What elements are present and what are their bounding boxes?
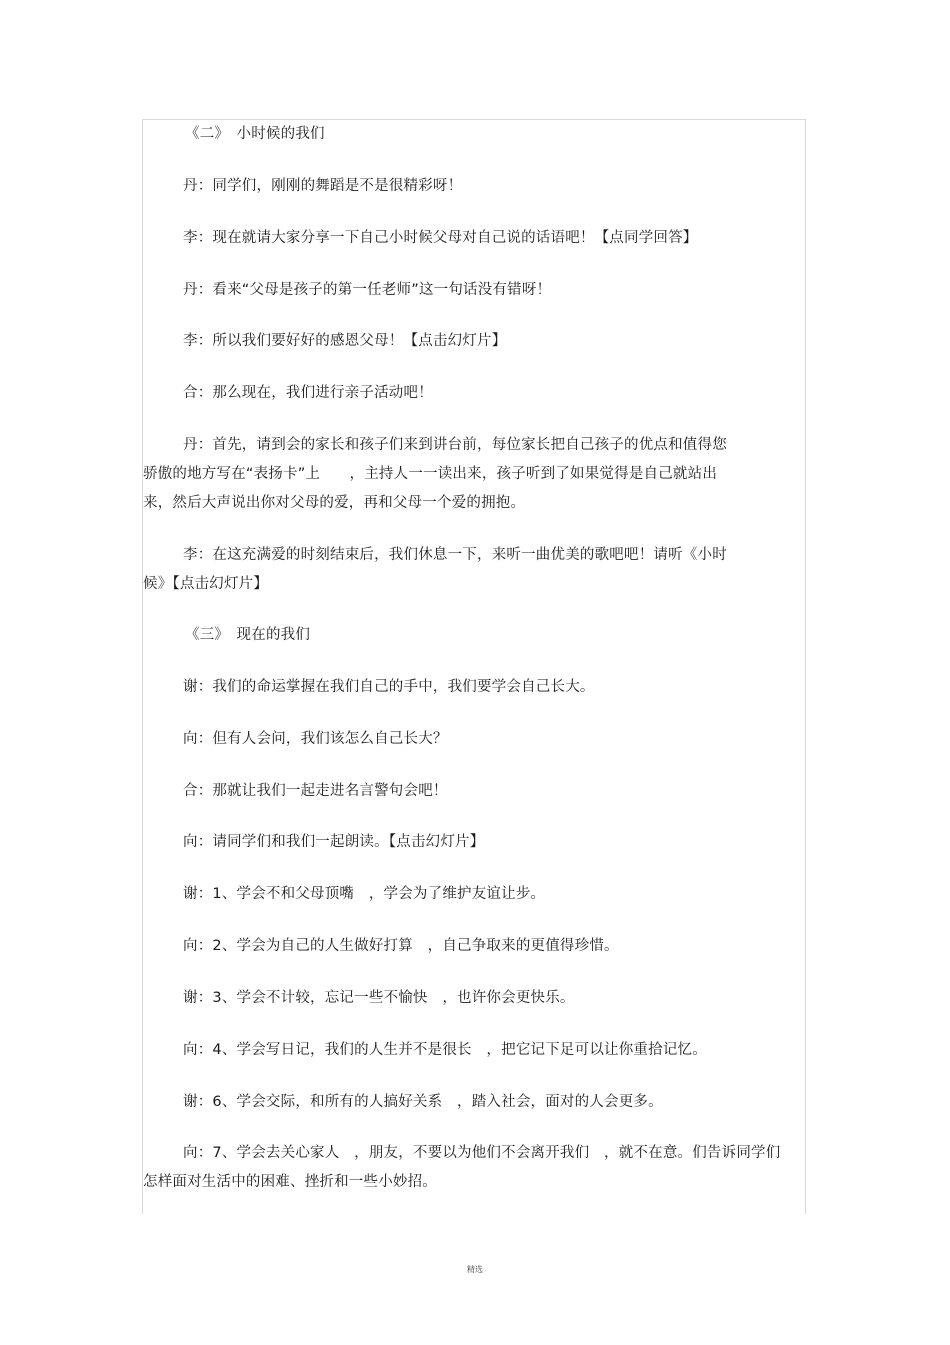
paragraph-line: 谢：我们的命运掌握在我们自己的手中，我们要学会自己长大。 xyxy=(183,679,595,695)
paragraph-line: 谢：3、学会不计较，忘记一些不愉快 ，也许你会更快乐。 xyxy=(183,990,575,1006)
paragraph-line: 李：现在就请大家分享一下自己小时候父母对自己说的话语吧！【点同学回答】 xyxy=(183,230,698,246)
paragraph-line: 李：所以我们要好好的感恩父母！【点击幻灯片】 xyxy=(183,333,507,349)
paragraph-line: 合：那就让我们一起走进名言警句会吧！ xyxy=(183,783,448,799)
paragraph-line: 合：那么现在，我们进行亲子活动吧！ xyxy=(183,385,433,401)
paragraph-line: 丹：首先，请到会的家长和孩子们来到讲台前，每位家长把自己孩子的优点和值得您 xyxy=(183,437,727,453)
paragraph-line: 向：2、学会为自己的人生做好打算 ，自己争取来的更值得珍惜。 xyxy=(183,938,619,954)
paragraph-line: 向：请同学们和我们一起朗读。【点击幻灯片】 xyxy=(183,834,485,850)
paragraph-line: 骄傲的地方写在“表扬卡”上 ，主持人一一读出来，孩子听到了如果觉得是自己就站出 xyxy=(143,466,718,482)
section-heading-two: 《二》 小时候的我们 xyxy=(185,126,325,142)
paragraph-line: 丹：同学们，刚刚的舞蹈是不是很精彩呀！ xyxy=(183,178,463,194)
paragraph-line: 谢：1、学会不和父母顶嘴 ，学会为了维护友谊让步。 xyxy=(183,886,546,902)
paragraph-line: 李：在这充满爱的时刻结束后，我们休息一下，来听一曲优美的歌吧吧！请听《小时 xyxy=(183,547,727,563)
page-footer: 精选 xyxy=(467,1265,483,1274)
paragraph-line: 候》【点击幻灯片】 xyxy=(143,576,269,592)
paragraph-line: 谢：6、学会交际，和所有的人搞好关系 ，踏入社会，面对的人会更多。 xyxy=(183,1094,663,1110)
section-heading-three: 《三》 现在的我们 xyxy=(185,627,311,643)
paragraph-line: 来，然后大声说出你对父母的爱，再和父母一个爱的拥抱。 xyxy=(143,495,526,511)
paragraph-line: 向：4、学会写日记，我们的人生并不是很长 ，把它记下足可以让你重拾记忆。 xyxy=(183,1042,707,1058)
paragraph-line: 丹：看来“父母是孩子的第一任老师”这一句话没有错呀！ xyxy=(183,282,552,298)
paragraph-line: 向：7、学会去关心家人 ，朋友，不要以为他们不会离开我们 ，就不在意。们告诉同学们 xyxy=(183,1145,781,1161)
paragraph-line: 怎样面对生活中的困难、挫折和一些小妙招。 xyxy=(143,1174,437,1190)
paragraph-line: 向：但有人会问，我们该怎么自己长大？ xyxy=(183,731,448,747)
